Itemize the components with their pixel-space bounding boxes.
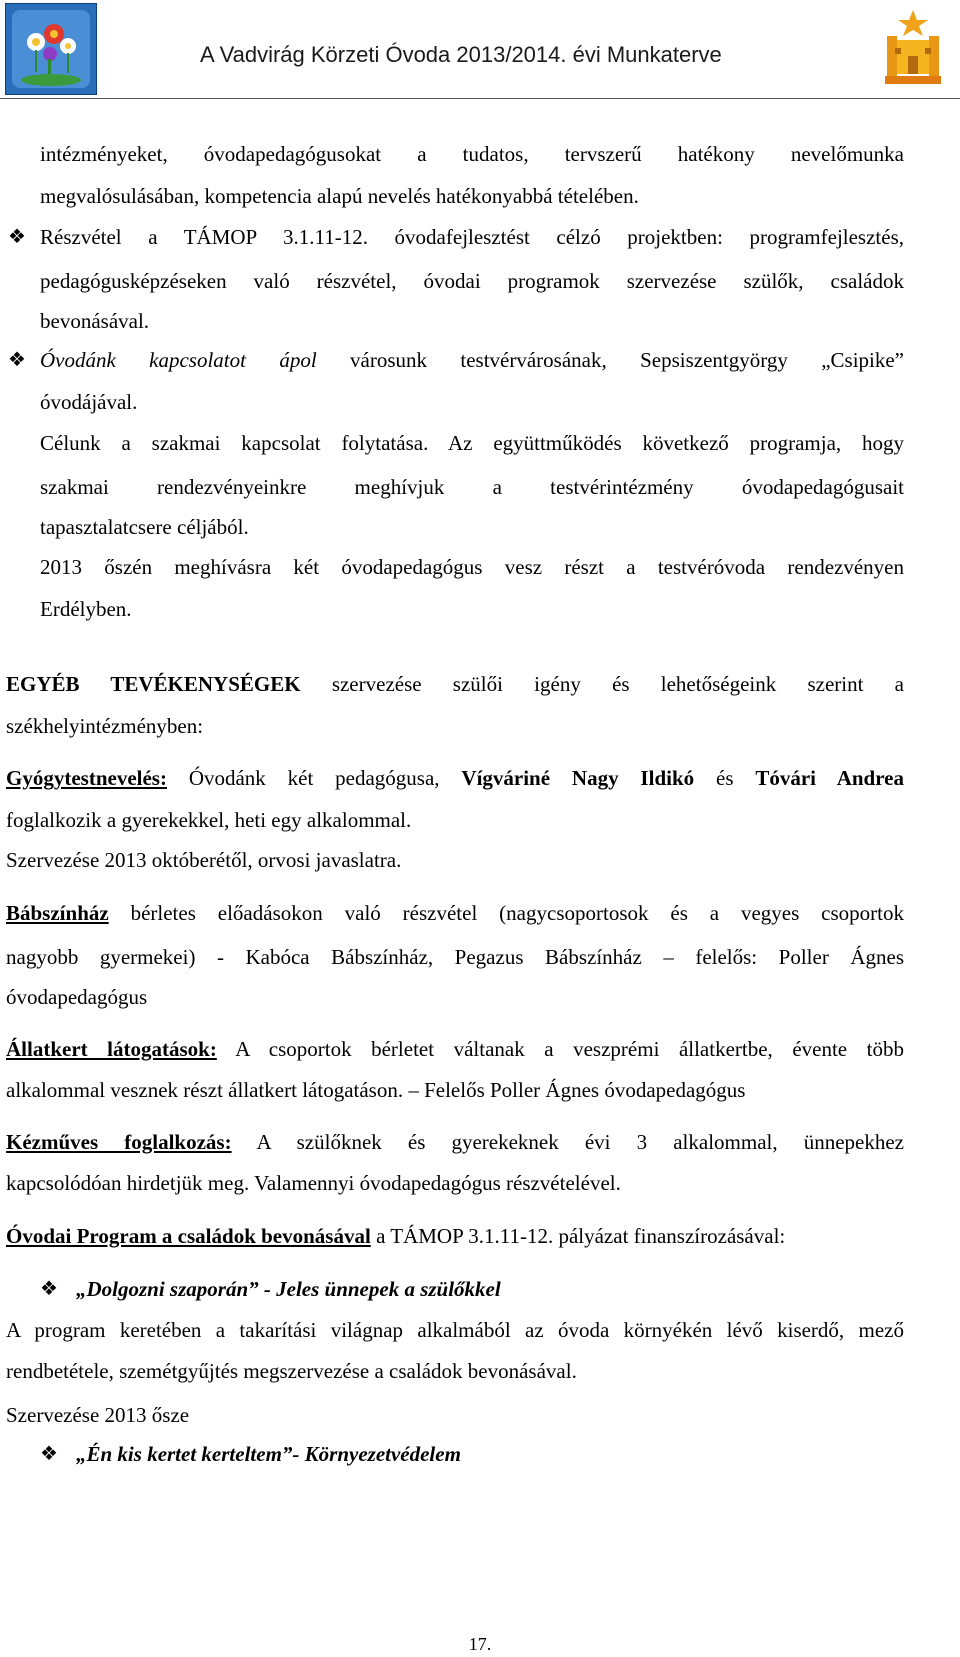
activity-label: Gyógytestnevelés: (6, 766, 167, 790)
babszinhaz-paragraph (6, 891, 904, 979)
text-fragment: és (694, 766, 756, 790)
text-line: megvalósulásában, kompetencia alapú nevelés hatékonyabbá tételében. (40, 184, 639, 208)
gyogytestneveles-paragraph (6, 756, 904, 800)
text-line: szakmai rendezvényeinkre meghívjuk a testvérintézmény óvodapedagógusait (40, 475, 904, 499)
other-activities-heading-end (6, 704, 904, 748)
text-line (6, 1120, 904, 1164)
csillagvar-logo (877, 6, 949, 88)
text-line: tapasztalatcsere céljából. (40, 515, 249, 539)
text-fragment: A szülőknek és gyerekeknek évi 3 alkalommal, ünnepekhez (231, 1130, 904, 1154)
dolgozni-paragraph (6, 1308, 904, 1352)
castle-logo-icon (877, 6, 949, 88)
kezmuves-paragraph (6, 1120, 904, 1164)
text-line: Célunk a szakmai kapcsolat folytatása. Az együttműködés következő programja, hogy (40, 431, 904, 455)
text-line (6, 891, 904, 935)
vadvirag-logo (5, 3, 97, 95)
kezmuves-paragraph-end (6, 1161, 904, 1205)
autumn-paragraph-end (40, 587, 904, 631)
gyogytestneveles-paragraph-end (6, 798, 904, 882)
goal-paragraph (40, 421, 904, 509)
text-line (6, 662, 904, 706)
text-line (40, 338, 904, 382)
goal-paragraph-end (40, 505, 904, 549)
text-line: foglalkozik a gyerekekkel, heti egy alkalommal. (6, 808, 412, 832)
allatkert-paragraph-end (6, 1068, 904, 1112)
text-line (6, 1027, 904, 1071)
allatkert-paragraph (6, 1027, 904, 1071)
text-line: óvodájával. (40, 390, 138, 414)
section-heading: EGYÉB TEVÉKENYSÉGEK (6, 672, 301, 696)
dolgozni-title (76, 1267, 904, 1311)
text-line: Szervezése 2013 ősze (6, 1403, 190, 1427)
bullet-item-tamop (40, 215, 904, 303)
text-fragment: a TÁMOP 3.1.11-12. pályázat finanszírozásával: (370, 1224, 786, 1248)
italic-text: Óvodánk kapcsolatot ápol (40, 348, 317, 372)
text-fragment: bérletes előadásokon való részvétel (nagycsoportosok és a vegyes csoportok (108, 901, 904, 925)
bullet-item-tamop-end (40, 299, 904, 343)
text-line: 2013 őszén meghívásra két óvodapedagógus vesz részt a testvéróvoda rendezvényen (40, 555, 904, 579)
teacher-name: Vígváriné Nagy Ildikó (461, 766, 695, 790)
text-line (6, 1214, 904, 1258)
flower-logo-icon (6, 4, 96, 94)
diamond-bullet-icon: ❖ (8, 349, 26, 371)
diamond-bullet-icon: ❖ (8, 226, 26, 248)
babszinhaz-paragraph-end (6, 975, 904, 1019)
dolgozni-paragraph-end (6, 1349, 904, 1437)
text-line: alkalommal vesznek részt állatkert látogatáson. – Felelős Poller Ágnes óvodapedagógus (6, 1078, 746, 1102)
program-title: „Én kis kertet kerteltem”- Környezetvédelem (76, 1442, 461, 1466)
text-line (6, 756, 904, 800)
diamond-bullet-icon: ❖ (40, 1278, 58, 1300)
program-title: „Dolgozni szaporán” - Jeles ünnepek a szülőkkel (76, 1277, 501, 1301)
teacher-name: Tóvári Andrea (755, 766, 904, 790)
activity-label: Bábszínház (6, 901, 109, 925)
text-line: óvodapedagógus (6, 985, 148, 1009)
text-line (76, 1432, 904, 1476)
text-fragment: Óvodánk két pedagógusa, (166, 766, 462, 790)
text-line: kapcsolódóan hirdetjük meg. Valamennyi óvodapedagógus részvételével. (6, 1171, 621, 1195)
text-line (76, 1267, 904, 1311)
page-number: 17. (468, 1634, 492, 1654)
text-line: bevonásával. (40, 309, 150, 333)
text-line: székhelyintézményben: (6, 714, 204, 738)
text-line: Erdélyben. (40, 597, 132, 621)
text-line: A program keretében a takarítási világnap alkalmából az óvoda környékén lévő kiserdő, mező (6, 1318, 904, 1342)
intro-paragraph-end (40, 174, 904, 218)
activity-label: Kézműves foglalkozás: (6, 1130, 232, 1154)
other-activities-heading (6, 662, 904, 706)
text-line: Szervezése 2013 októberétől, orvosi javaslatra. (6, 848, 402, 872)
diamond-bullet-icon: ❖ (40, 1443, 58, 1465)
intro-paragraph (40, 132, 904, 176)
document-title: A Vadvirág Körzeti Óvoda 2013/2014. évi Munkaterve (200, 42, 722, 67)
text-fragment: városunk testvérvárosának, Sepsiszentgyörgy „Csipike” (316, 348, 904, 372)
ovodai-program-paragraph (6, 1214, 904, 1258)
text-line: rendbetétele, szemétgyűjtés megszervezése a családok bevonásával. (6, 1359, 577, 1383)
page-header (0, 0, 960, 100)
text-fragment: szervezése szülői igény és lehetőségeink szerint a (300, 672, 904, 696)
header-divider (0, 98, 960, 99)
text-line: nagyobb gyermekei) - Kabóca Bábszínház, Pegazus Bábszínház – felelős: Poller Ágnes (6, 945, 904, 969)
bullet-item-partner (40, 338, 904, 382)
text-line: pedagógusképzéseken való részvétel, óvodai programok szervezése szülők, családok (40, 269, 904, 293)
autumn-paragraph (40, 545, 904, 589)
text-line: Részvétel a TÁMOP 3.1.11-12. óvodafejlesztést célzó projektben: programfejlesztés, (40, 225, 904, 249)
activity-label: Óvodai Program a családok bevonásával (6, 1224, 371, 1248)
text-fragment: A csoportok bérletet váltanak a veszprémi állatkertbe, évente több (216, 1037, 904, 1061)
kert-title (76, 1432, 904, 1476)
text-line: intézményeket, óvodapedagógusokat a tudatos, tervszerű hatékony nevelőmunka (40, 142, 904, 166)
bullet-item-partner-end (40, 380, 904, 424)
activity-label: Állatkert látogatások: (6, 1037, 217, 1061)
